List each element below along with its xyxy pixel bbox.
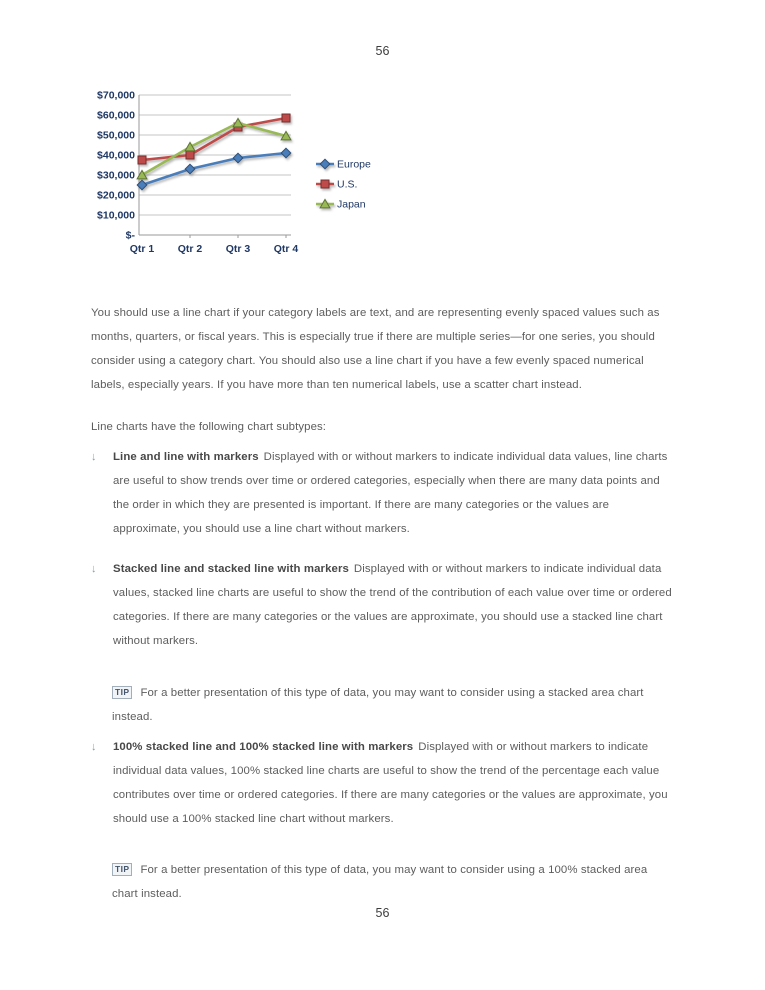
tip-badge: TIP (112, 863, 132, 876)
list-item-100-stacked-line (91, 735, 673, 831)
tip-callout-stacked-area (112, 681, 657, 729)
svg-text:Qtr 1: Qtr 1 (129, 243, 155, 255)
subtype-heading: Line and line with markers (113, 451, 259, 463)
svg-text:$-: $- (125, 229, 135, 242)
subtype-heading: Stacked line and stacked line with markers (113, 563, 349, 575)
down-arrow-bullet-icon: ↓ (91, 563, 97, 575)
svg-text:Qtr 4: Qtr 4 (273, 243, 299, 255)
line-chart-svg (86, 86, 386, 271)
tip-badge: TIP (112, 686, 132, 699)
subtype-body: Displayed with or without markers to indicate individual data values, line charts are useful to show trends over time or ordered categories, especially when there are many data points and the order in which they are presented is important. If there are many categories or the values are approximate, you should use a line chart without markers. (113, 451, 668, 535)
svg-text:$60,000: $60,000 (97, 109, 135, 122)
subtype-body: Displayed with or without markers to indicate individual data values, stacked line charts are useful to show the trend of the contribution of each value over time or ordered categories. If there are many categories or the values are approximate, you should use a stacked line chart without markers. (113, 563, 672, 647)
down-arrow-bullet-icon: ↓ (91, 741, 97, 753)
svg-text:$20,000: $20,000 (97, 189, 135, 202)
svg-text:$40,000: $40,000 (97, 149, 135, 162)
svg-text:Qtr 3: Qtr 3 (225, 243, 251, 255)
list-item-line (91, 445, 673, 541)
intro-paragraph: You should use a line chart if your category labels are text, and are representing evenly spaced values such as months, quarters, or fiscal years. This is especially true if there are multiple series—for one series, you should consider using a category chart. You should also use a line chart if you have a few evenly spaced numerical labels, especially years. If you have more than ten numerical labels, use a scatter chart instead. (91, 307, 660, 392)
svg-text:$70,000: $70,000 (97, 89, 135, 102)
quarterly-sales-line-chart (86, 86, 386, 271)
svg-text:Japan: Japan (337, 198, 366, 211)
list-item-text (113, 557, 673, 653)
tip-text: For a better presentation of this type of data, you may want to consider using a 100% stacked area chart instead. (112, 864, 648, 901)
svg-text:$30,000: $30,000 (97, 169, 135, 182)
tip-text: For a better presentation of this type of data, you may want to consider using a stacked area chart instead. (112, 687, 644, 724)
page-number-bottom: 56 (375, 906, 390, 920)
subtype-heading: 100% stacked line and 100% stacked line with markers (113, 741, 414, 753)
list-item-text (113, 735, 673, 831)
svg-text:$10,000: $10,000 (97, 209, 135, 222)
list-item-text (113, 445, 673, 541)
svg-text:Qtr 2: Qtr 2 (177, 243, 203, 255)
svg-text:Europe: Europe (337, 158, 371, 171)
page-number-top: 56 (375, 44, 390, 58)
svg-text:U.S.: U.S. (337, 178, 358, 191)
svg-text:$50,000: $50,000 (97, 129, 135, 142)
list-item-stacked-line (91, 557, 673, 653)
subtype-body: Displayed with or without markers to indicate individual data values, 100% stacked line charts are useful to show the trend of the percentage each value contributes over time or ordered categories. If there are many categories or the values are approximate, you should use a 100% stacked line chart without markers. (113, 741, 668, 825)
tip-callout-100-stacked-area (112, 858, 657, 906)
down-arrow-bullet-icon: ↓ (91, 451, 97, 463)
subtypes-intro: Line charts have the following chart subtypes: (91, 421, 327, 434)
